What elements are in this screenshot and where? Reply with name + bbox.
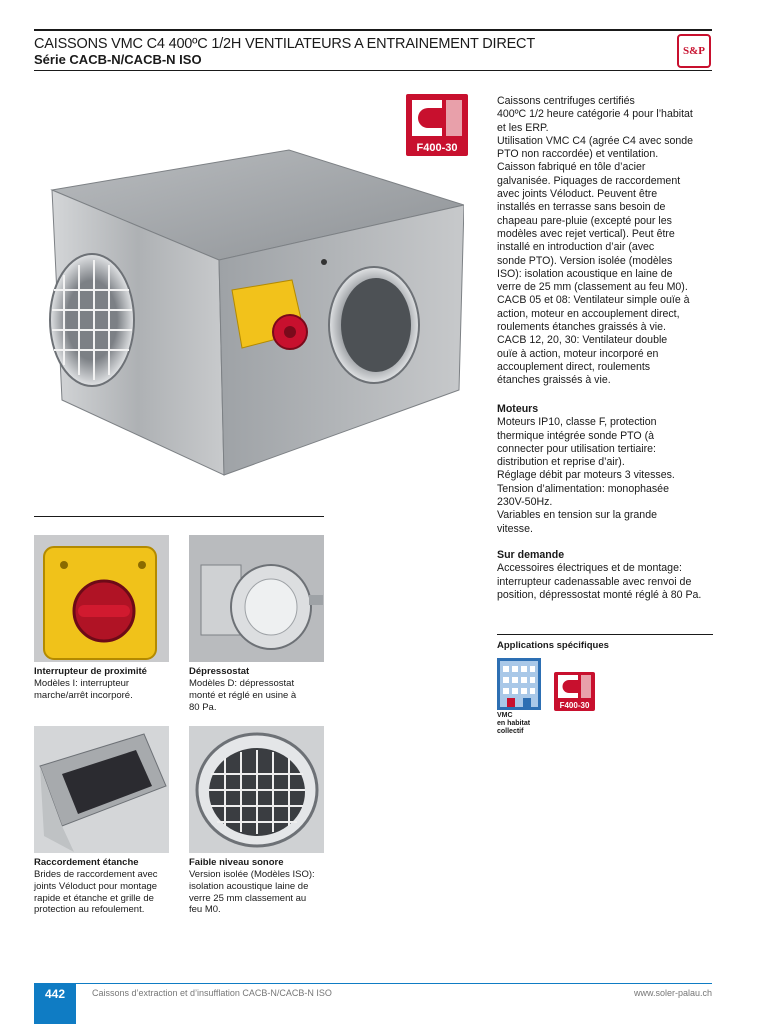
f400-30-label: F400-30 [416,142,458,154]
description-line: ouïe à action, moteur incorporé en [497,347,659,360]
footer-text: Caissons d’extraction et d’insufflation CACB-N/CACB-N ISO [92,988,332,998]
feature-title-faible-niveau: Faible niveau sonore [189,857,284,868]
feature-text-line: isolation acoustique laine de [189,880,309,892]
feature-text-line: Version isolée (Modèles ISO): [189,869,315,880]
f400-30-label-small: F400-30 [559,701,590,710]
moteurs-line: distribution et reprise d’air). [497,456,625,469]
grille-duct-illustration [189,726,324,853]
description-line: installé en introduction d’air (avec [497,241,655,254]
feature-text-line: rapide et étanche et grille de [34,892,154,904]
moteurs-block [497,403,717,536]
footer-rule [34,983,712,984]
description-line: avec joints Véloduct. Peuvent être [497,188,658,201]
fan-box-illustration [34,110,464,480]
brand-logo [677,34,711,68]
description-line: Caisson fabriqué en tôle d’acier [497,161,646,174]
page-title: CAISSONS VMC C4 400ºC 1/2H VENTILATEURS A ENTRAINEMENT DIRECT [34,36,535,52]
moteurs-line: Réglage débit par moteurs 3 vitesses. [497,469,675,482]
moteurs-line: 230V-50Hz. [497,496,553,509]
f400-30-badge-small [554,672,595,711]
description-line: 400ºC 1/2 heure catégorie 4 pour l’habitat [497,108,693,121]
description-line: chapeau pare-pluie (excepté pour les [497,214,672,227]
product-image-main [34,110,464,480]
description-line: ISO): isolation acoustique en laine de [497,267,673,280]
pressure-switch-illustration [189,535,324,662]
feature-title-raccordement: Raccordement étanche [34,857,139,868]
vmc-caption-line: en habitat [497,720,531,727]
feature-text-line: feu M0. [189,904,221,916]
sur-demande-line: Accessoires électriques et de montage: [497,562,682,575]
description-line: Caissons centrifuges certifiés [497,95,635,107]
description-line: installés en terrasse sans besoin de [497,201,666,214]
description-line: action, moteur en accouplement direct, [497,307,680,320]
sur-demande-heading: Sur demande [497,549,565,561]
description-line: étanches graissés à vie. [497,374,611,387]
series-subtitle: Série CACB-N/CACB-N ISO [34,52,202,67]
moteurs-line: thermique intégrée sonde PTO (à [497,429,655,442]
vmc-caption-line: collectif [497,728,524,735]
feature-photo-depressostat [189,535,324,662]
description-line: galvanisée. Piquages de raccordement [497,174,681,187]
feature-text-line: monté et réglé en usine à [189,689,297,701]
feature-text-line: marche/arrêt incorporé. [34,689,133,701]
applications-rule [497,634,713,635]
vmc-caption [497,712,530,736]
feature-text-line: joints Véloduct pour montage [34,880,158,892]
description-line: verre de 25 mm (classement au feu M0). [497,281,688,294]
description-block [497,95,717,388]
vmc-caption-line: VMC [497,712,513,719]
feature-text-line: protection au refoulement. [34,904,145,916]
feature-title-interrupteur: Interrupteur de proximité [34,666,147,677]
feature-text-interrupteur [34,678,133,702]
description-line: modèles avec rejet vertical). Peut être [497,227,675,240]
sur-demande-block [497,549,717,602]
feature-text-raccordement [34,869,158,916]
description-line: accouplement direct, roulements [497,360,651,373]
feature-photo-faible-niveau [189,726,324,853]
feature-photo-interrupteur [34,535,169,662]
applications-heading: Applications spécifiques [497,640,609,651]
header-bottom-rule [34,70,712,71]
feature-text-depressostat [189,678,296,713]
connection-illustration [34,726,169,853]
feature-text-line: Brides de raccordement avec [34,869,158,880]
logo-text: S&P [683,45,705,57]
page-number: 442 [34,984,76,1024]
description-line: sonde PTO). Version isolée (modèles [497,254,673,267]
feature-text-line: 80 Pa. [189,701,217,713]
description-line: Utilisation VMC C4 (agrée C4 avec sonde [497,134,694,147]
building-icon [497,658,541,710]
description-line: CACB 05 et 08: Ventilateur simple ouïe à [497,294,690,307]
moteurs-line: vitesse. [497,522,533,535]
moteurs-heading: Moteurs [497,403,539,415]
switch-illustration [34,535,169,662]
footer-url[interactable]: www.soler-palau.ch [633,988,712,998]
moteurs-line: Moteurs IP10, classe F, protection [497,416,657,429]
moteurs-line: Tension d’alimentation: monophasée [497,482,669,495]
moteurs-line: Variables en tension sur la grande [497,509,657,522]
moteurs-line: connecter pour utilisation tertiaire: [497,442,656,455]
description-line: PTO non raccordée) et ventilation. [497,148,659,161]
feature-text-line: verre 25 mm classement au [189,892,307,904]
feature-text-line: Modèles D: dépressostat [189,678,295,689]
description-line: roulements étanches graissés à vie. [497,321,666,334]
feature-photo-raccordement [34,726,169,853]
vmc-building-icon [497,658,541,710]
sur-demande-line: interrupteur cadenassable avec renvoi de [497,575,692,588]
sur-demande-line: position, dépressostat monté réglé à 80 Pa. [497,588,702,601]
description-line: CACB 12, 20, 30: Ventilateur double [497,334,668,347]
feature-title-depressostat: Dépressostat [189,666,250,677]
f400-30-badge [406,94,468,156]
feature-text-faible-niveau [189,869,315,916]
header-top-rule [34,29,712,31]
description-line: et les ERP. [497,121,549,134]
feature-text-line: Modèles I: interrupteur [34,678,130,689]
features-rule [34,516,324,517]
